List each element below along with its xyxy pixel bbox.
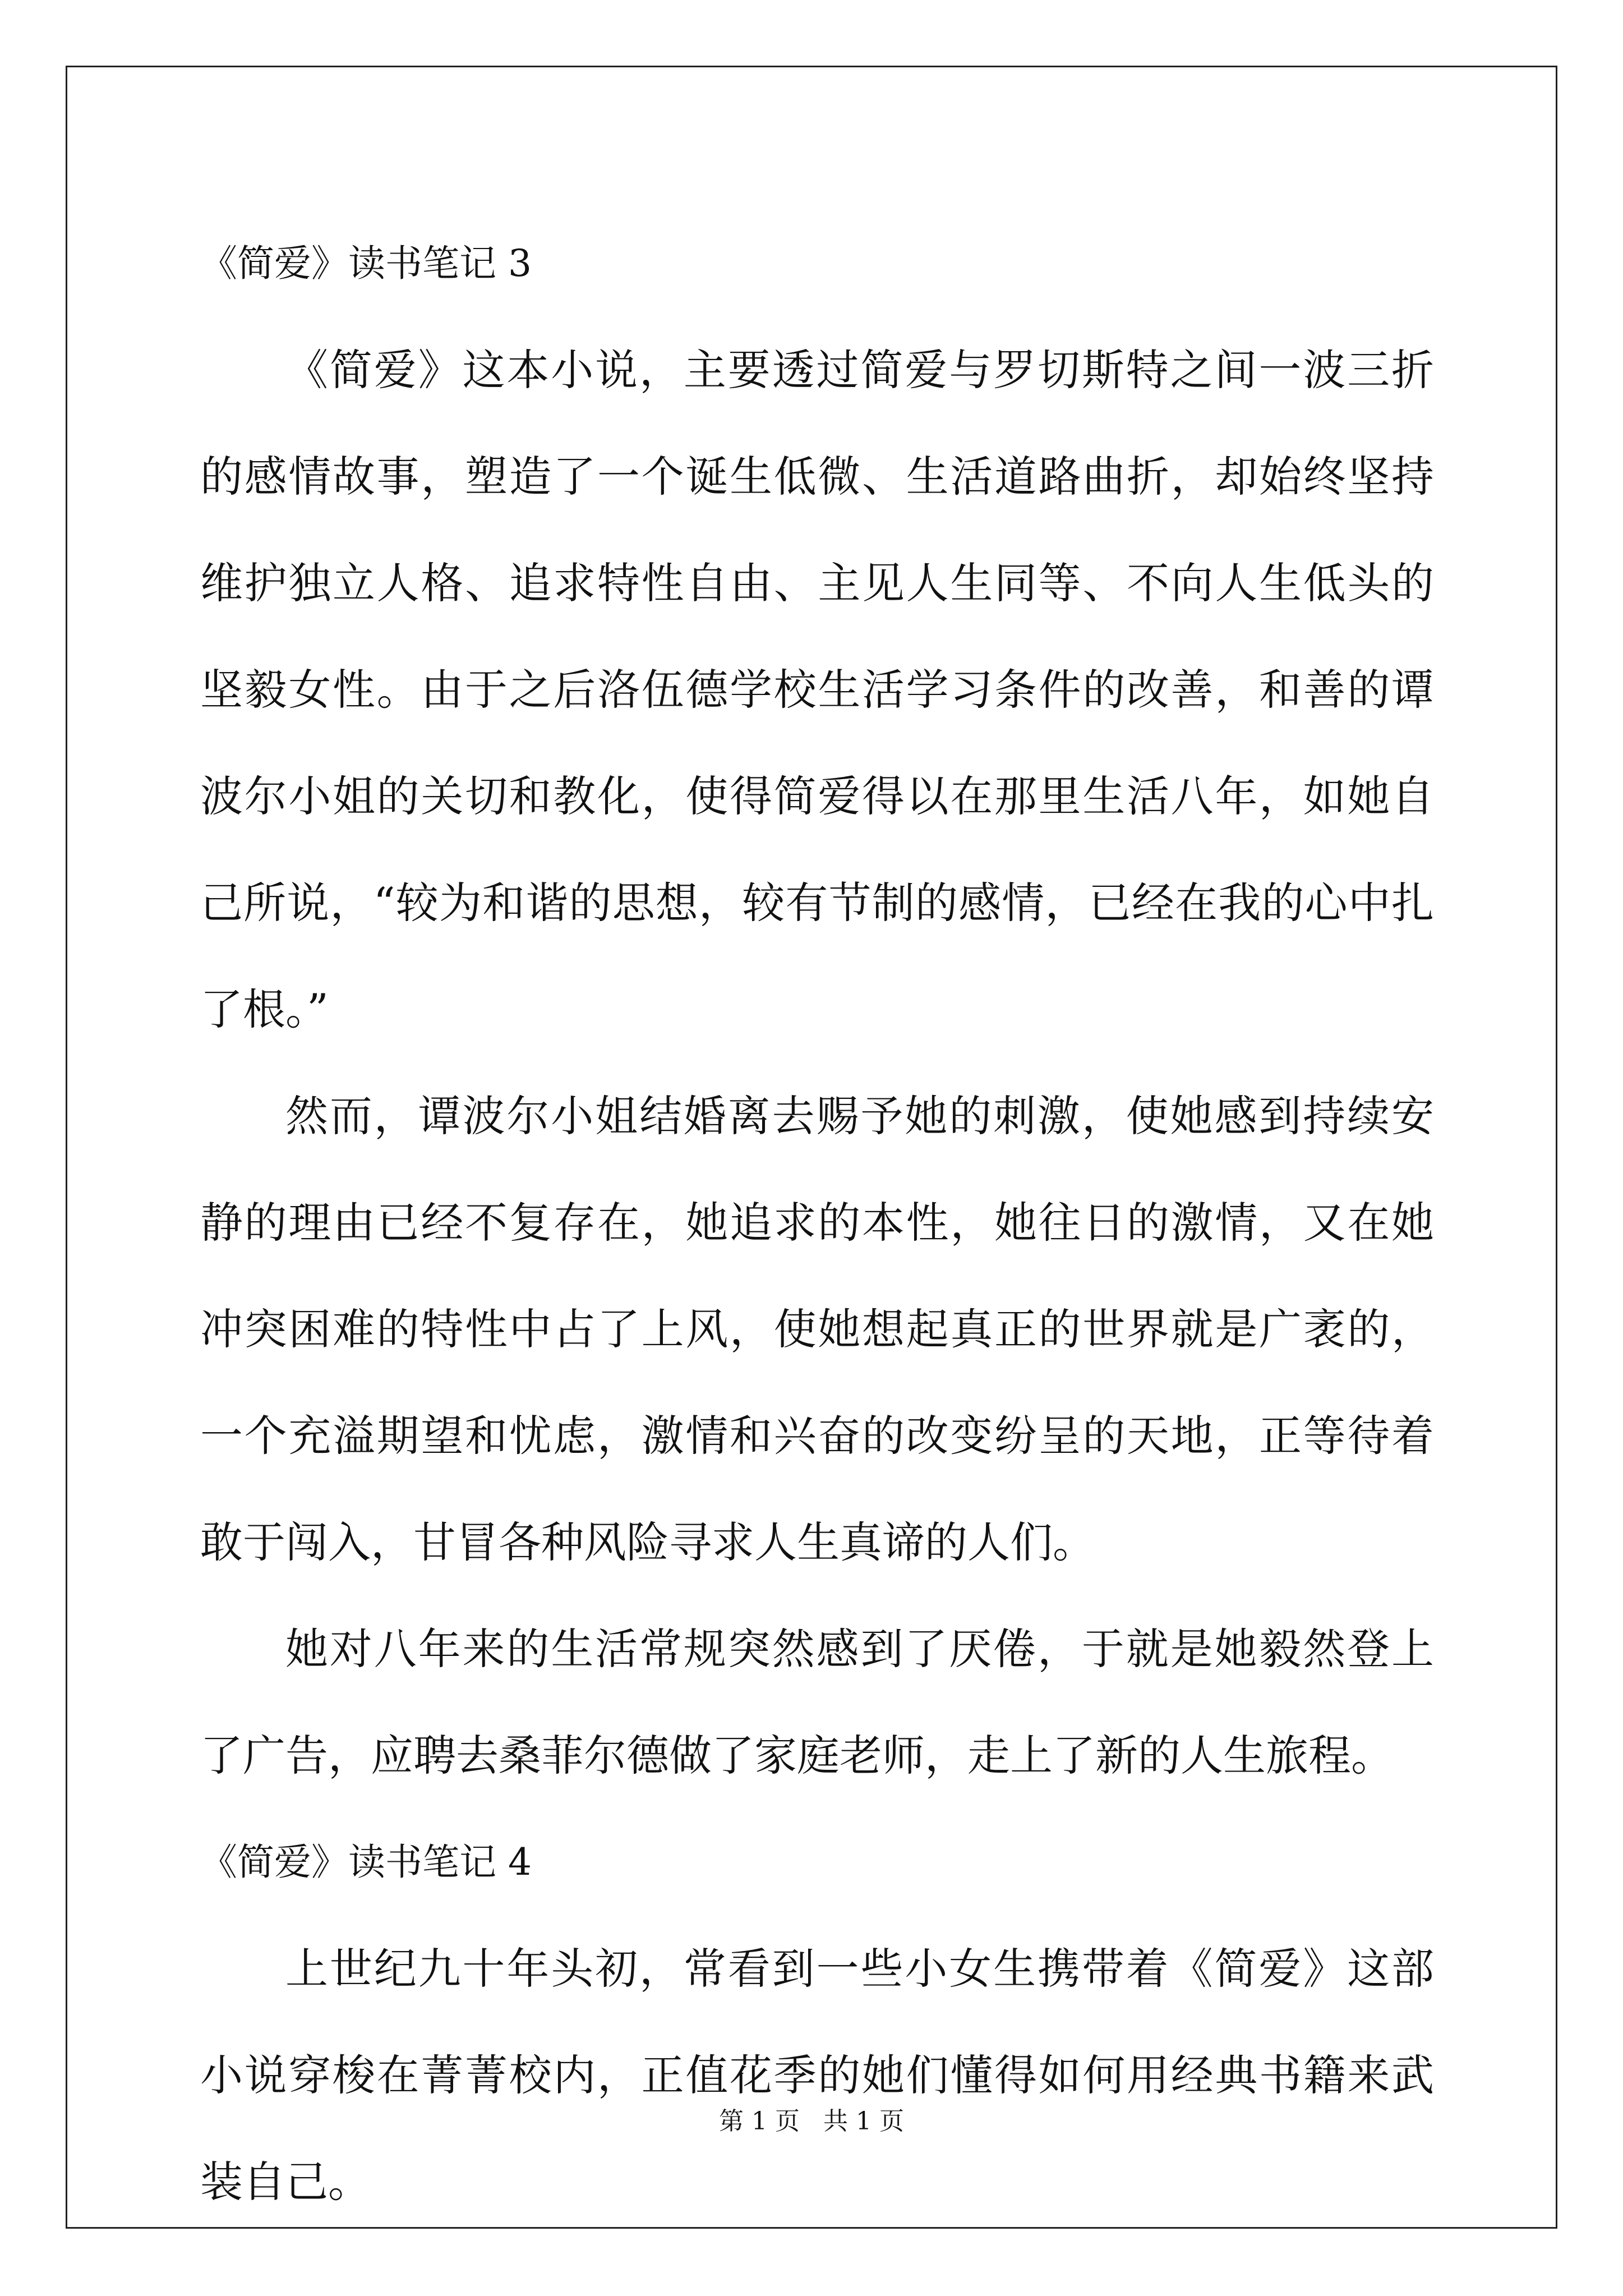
section-title: 《简爱》读书笔记 3: [200, 242, 532, 285]
paragraph: 《简爱》这本小说，主要透过简爱与罗切斯特之间一波三折的感情故事，塑造了一个诞生低微、生活道路曲折，却始终坚持维护独立人格、追求特性自由、主见人生同等、不向人生低头的坚毅女性。由于之后洛伍德学校生活学习条件的改善，和善的谭波尔小姐的关切和教化，使得简爱得以在那里生活八年，如她自己所说，“较为和谐的思想，较有节制的感情，已经在我的心中扎了根。”: [200, 345, 1434, 1034]
paragraph: 然而，谭波尔小姐结婚离去赐予她的刺激，使她感到持续安静的理由已经不复存在，她追求的本性，她往日的激情，又在她冲突困难的特性中占了上风，使她想起真正的世界就是广袤的，一个充溢期望和忧虑，激情和兴奋的改变纷呈的天地，正等待着敢于闯入，甘冒各种风险寻求人生真谛的人们。: [200, 1091, 1434, 1567]
paragraph: 她对八年来的生活常规突然感到了厌倦，于就是她毅然登上了广告，应聘去桑菲尔德做了家庭老师，走上了新的人生旅程。: [200, 1624, 1434, 1780]
page-footer: 第 1 页 共 1 页: [719, 2107, 904, 2136]
paragraph: 上世纪九十年头初，常看到一些小女生携带着《简爱》这部小说穿梭在菁菁校内，正值花季的她们懂得如何用经典书籍来武装自己。: [200, 1944, 1434, 2207]
section-title: 《简爱》读书笔记 4: [200, 1841, 532, 1884]
document-body: [200, 210, 1434, 2235]
